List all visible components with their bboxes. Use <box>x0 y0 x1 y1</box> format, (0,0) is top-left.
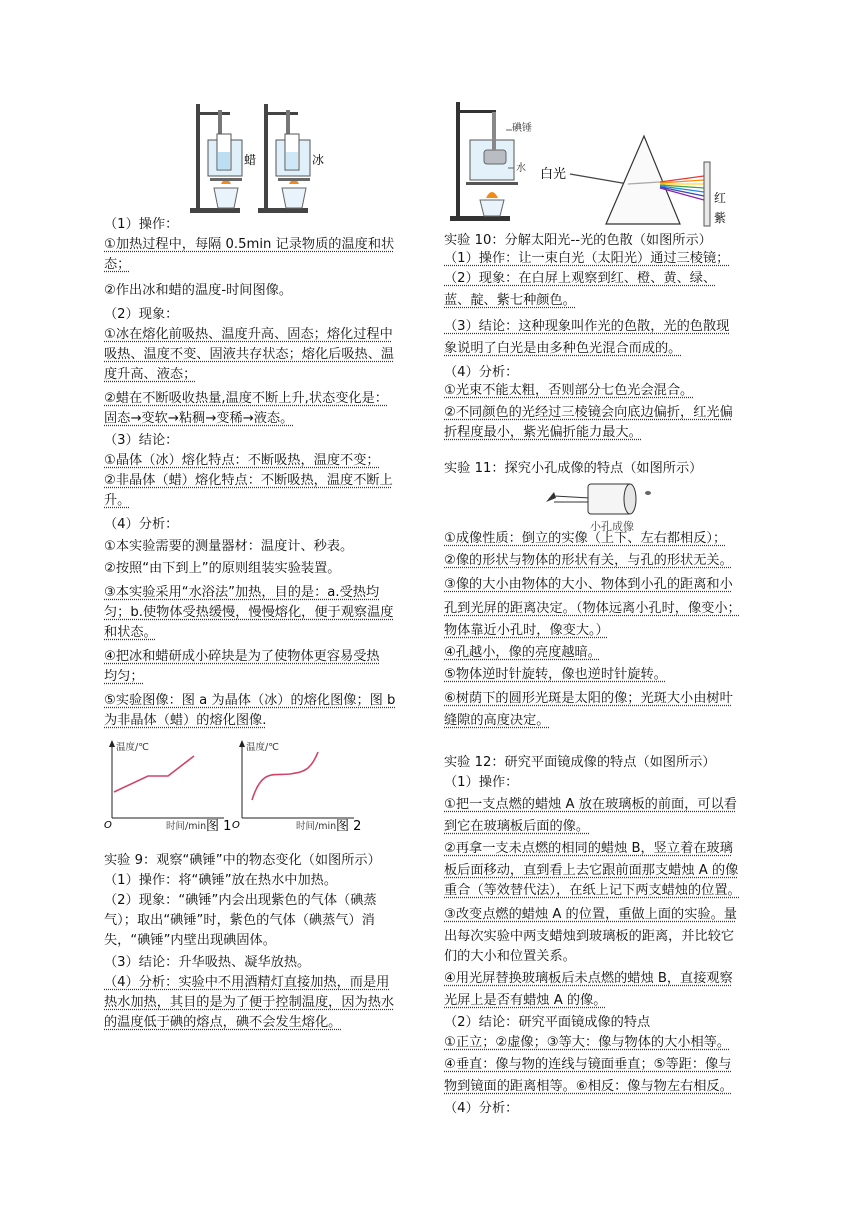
text-line: ⑥树荫下的圆形光斑是太阳的像；光斑大小由树叶 <box>444 691 733 706</box>
text-line: （1）操作：让一束白光（太阳光）通过三棱镜； <box>444 251 730 266</box>
text-line: ②再拿一支未点燃的相同的蜡烛 B，竖立着在玻璃 <box>444 841 733 856</box>
text-line: ④孔越小，像的亮度越暗。 <box>444 645 601 660</box>
text-line: 和状态。 <box>104 625 157 640</box>
text-line: ③本实验采用“水浴法”加热，目的是：a.受热均 <box>104 585 380 600</box>
exp11-title: 实验 11：探究小孔成像的特点（如图所示） <box>444 461 703 476</box>
text-line: 们的大小和位置关系。 <box>444 949 576 964</box>
text-line: 态； <box>104 257 131 272</box>
iodine-hammer-figure <box>448 100 544 226</box>
text-line: ②像的形状与物体的形状有关，与孔的形状无关。 <box>444 553 733 568</box>
text-line: （1）操作： <box>104 217 179 232</box>
graph1-caption: 图 1 <box>206 819 232 834</box>
text-line: 实验 9：观察“碘锤”中的物态变化（如图所示） <box>104 853 381 868</box>
amorphous-melting-curve <box>252 752 318 800</box>
text-line: 失，“碘锤”内壁出现碘固体。 <box>104 933 276 948</box>
text-line: 热水加热，其目的是为了便于控制温度，因为热水 <box>104 995 395 1010</box>
text-line: ③改变点燃的蜡烛 A 的位置，重做上面的实验。量 <box>444 907 737 922</box>
text-line: （2）现象： <box>104 307 179 322</box>
text-line: （4）分析： <box>444 365 519 380</box>
graph1-origin: O <box>104 820 112 831</box>
text-line: 实验 10：分解太阳光--光的色散（如图所示） <box>444 233 712 248</box>
text-line: ②按照“由下到上”的原则组装实验装置。 <box>104 561 341 576</box>
text-line: ①加热过程中，每隔 0.5min 记录物质的温度和状 <box>104 237 395 252</box>
text-line: ②作出冰和蜡的温度-时间图像。 <box>104 283 293 298</box>
label-red: 红 <box>714 191 727 205</box>
text-line: ②蜡在不断吸收热量,温度不断上升,状态变化是： <box>104 391 388 406</box>
text-line: 孔到光屏的距离决定。（物体远离小孔时，像变小； <box>444 601 741 616</box>
label-water: 水 <box>516 163 526 174</box>
text-line: ①本实验需要的测量器材：温度计、秒表。 <box>104 539 354 554</box>
graph2-caption: 图 2 <box>336 819 362 834</box>
text-line: 象说明了白光是由多种色光混合而成的。 <box>444 341 682 356</box>
text-line: 匀；b.使物体受热缓慢，慢慢熔化，便于观察温度 <box>104 605 394 620</box>
text-line: 吸热、温度不变、固液共存状态；熔化后吸热、温 <box>104 347 395 362</box>
graph1-ylabel: 温度/℃ <box>116 742 149 753</box>
melting-graphs <box>104 738 420 834</box>
text-line: （3）结论：升华吸热、凝华放热。 <box>104 955 311 970</box>
text-line: 出每次实验中两支蜡烛到玻璃板的距离，并比较它 <box>444 929 735 944</box>
text-line: 重合（等效替代法），在纸上记下两支蜡烛的位置。 <box>444 883 741 898</box>
text-line: （2）现象：在白屏上观察到红、橙、黄、绿、 <box>444 271 717 286</box>
crystal-melting-curve <box>114 756 194 792</box>
prism-dispersion-figure <box>540 128 730 230</box>
text-line: ②非晶体（蜡）熔化特点：不断吸热，温度不断上 <box>104 473 393 488</box>
text-line: 气）；取出“碘锤”时，紫色的气体（碘蒸气）消 <box>104 913 375 928</box>
graph1-xlabel: 时间/min <box>166 821 207 832</box>
text-line: 缝隙的高度决定。 <box>444 713 550 728</box>
graph2-origin: O <box>232 820 240 831</box>
text-line: ①正立；②虚像；③等大：像与物体的大小相等。 <box>444 1035 731 1050</box>
text-line: 为非晶体（蜡）的熔化图像. <box>104 713 267 728</box>
graph2-xlabel: 时间/min <box>296 821 337 832</box>
text-line: （4）分析： <box>104 517 179 532</box>
text-line: ②不同颜色的光经过三棱镜会向底边偏折，红光偏 <box>444 405 733 420</box>
text-line: 实验 12：研究平面镜成像的特点（如图所示） <box>444 755 716 770</box>
text-line: ①晶体（冰）熔化特点：不断吸热，温度不变； <box>104 453 380 468</box>
text-line: 升。 <box>104 493 131 508</box>
text-line: （2）结论：研究平面镜成像的特点 <box>444 1015 651 1030</box>
white-screen <box>704 162 710 226</box>
text-line: （3）结论： <box>104 433 179 448</box>
pinhole-caption: 小孔成像 <box>590 520 634 533</box>
text-line: ①光束不能太粗，否则部分七色光会混合。 <box>444 383 694 398</box>
label-wax: 蜡 <box>244 153 257 167</box>
text-line: ③像的大小由物体的大小、物体到小孔的距离和小 <box>444 577 733 592</box>
text-line: 光屏上是否有蜡烛 A 的像。 <box>444 993 607 1008</box>
text-line: ①把一支点燃的蜡烛 A 放在玻璃板的前面，可以看 <box>444 797 737 812</box>
text-line: 度升高、液态； <box>104 367 197 382</box>
label-iodine-hammer: 碘锤 <box>512 123 532 134</box>
text-line: ④用光屏替换玻璃板后未点燃的蜡烛 B，直接观察 <box>444 971 733 986</box>
label-ice: 冰 <box>312 153 325 167</box>
text-line: 均匀； <box>104 669 144 684</box>
text-line: （1）操作：将“碘锤”放在热水中加热。 <box>104 873 338 888</box>
text-line: 物体靠近小孔时，像变大。） <box>444 623 609 638</box>
pinhole-camera-figure <box>544 478 664 532</box>
text-line: ①成像性质：倒立的实像（上下、左右都相反）； <box>444 531 727 546</box>
text-line: 板后面移动，直到看上去它跟前面那支蜡烛 A 的像 <box>444 863 739 878</box>
label-purple: 紫 <box>714 211 727 225</box>
text-line: ④把冰和蜡研成小碎块是为了使物体更容易受热 <box>104 649 380 664</box>
text-line: ④垂直：像与物的连线与镜面垂直；⑤等距：像与 <box>444 1057 732 1072</box>
graph2-ylabel: 温度/℃ <box>246 742 279 753</box>
text-line: ⑤物体逆时针旋转，像也逆时针旋转。 <box>444 667 667 682</box>
text-line: 到它在玻璃板后面的像。 <box>444 819 590 834</box>
text-line: ①冰在熔化前吸热、温度升高、固态；熔化过程中 <box>104 327 393 342</box>
prism <box>606 136 680 224</box>
label-white-light: 白光 <box>540 167 567 182</box>
text-line: （2）现象：“碘锤”内会出现紫色的气体（碘蒸 <box>104 893 377 908</box>
melting-apparatus-figure <box>188 100 325 216</box>
text-line: 固态→变软→粘稠→变稀→液态。 <box>104 411 294 426</box>
text-line: ⑤实验图像：图 a 为晶体（冰）的熔化图像；图 b <box>104 693 396 708</box>
text-line: （3）结论：这种现象叫作光的色散，光的色散现 <box>444 319 730 334</box>
text-line: 蓝、靛、紫七种颜色。 <box>444 293 576 308</box>
text-line: （4）分析：实验中不用酒精灯直接加热，而是用 <box>104 975 390 990</box>
text-line: 的温度低于碘的熔点，碘不会发生熔化。 <box>104 1015 342 1030</box>
text-line: （1）操作： <box>444 775 519 790</box>
text-line: （4）分析： <box>444 1101 519 1116</box>
text-line: 物到镜面的距离相等。⑥相反：像与物左右相反。 <box>444 1079 733 1094</box>
text-line: 折程度最小，紫光偏折能力最大。 <box>444 425 642 440</box>
